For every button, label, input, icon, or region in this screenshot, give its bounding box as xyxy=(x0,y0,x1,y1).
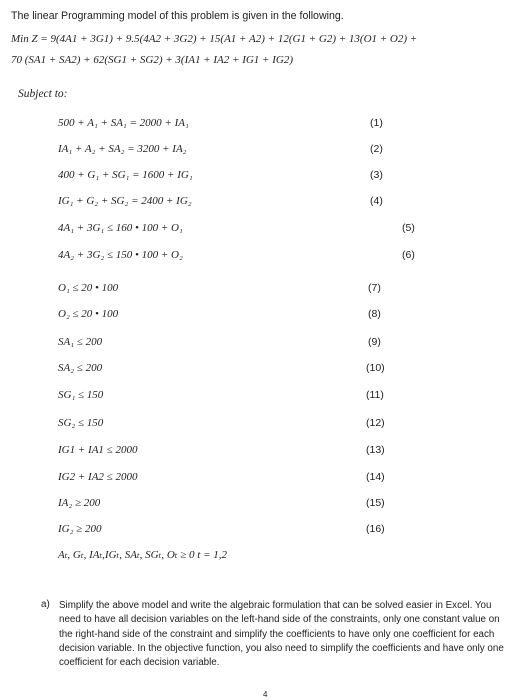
constraint-number-4: (4) xyxy=(370,195,383,207)
constraint-15: IA₂ ≥ 200 xyxy=(58,497,101,509)
constraint-10: SA₂ ≤ 200 xyxy=(58,362,103,374)
constraint-number-3: (3) xyxy=(370,169,383,181)
constraint-17: Aₜ, Gₜ, IAₜ,IGₜ, SAₜ, SGₜ, Oₜ ≥ 0 t = 1,2 xyxy=(58,549,228,561)
constraint-8: O₂ ≤ 20 • 100 xyxy=(58,308,119,320)
constraint-12: SG₂ ≤ 150 xyxy=(58,417,104,429)
constraint-number-9: (9) xyxy=(368,336,381,348)
intro-text: The linear Programming model of this problem is given in the following. xyxy=(11,10,344,22)
constraint-number-12: (12) xyxy=(366,417,385,429)
constraint-14: IG2 + IA2 ≤ 2000 xyxy=(58,471,138,483)
constraint-number-10: (10) xyxy=(366,362,385,374)
objective-line-2: 70 (SA1 + SA2) + 62(SG1 + SG2) + 3(IA1 + IA2 + IG1 + IG2) xyxy=(11,54,293,66)
constraint-number-13: (13) xyxy=(366,444,385,456)
constraint-number-6: (6) xyxy=(402,249,415,261)
constraint-16: IG₂ ≥ 200 xyxy=(58,523,102,535)
constraint-number-1: (1) xyxy=(370,117,383,129)
constraint-number-5: (5) xyxy=(402,222,415,234)
constraint-3: 400 + G₁ + SG₁ = 1600 + IG₁ xyxy=(58,169,193,181)
constraint-11: SG₁ ≤ 150 xyxy=(58,389,104,401)
constraint-13: IG1 + IA1 ≤ 2000 xyxy=(58,444,138,456)
objective-line-1: Min Z = 9(4A1 + 3G1) + 9.5(4A2 + 3G2) + 15(A1 + A2) + 12(G1 + G2) + 13(O1 + O2) + xyxy=(11,33,418,45)
constraint-number-8: (8) xyxy=(368,308,381,320)
constraint-7: O₁ ≤ 20 • 100 xyxy=(58,282,119,294)
constraint-5: 4A₁ + 3G₁ ≤ 160 • 100 + O₁ xyxy=(58,222,183,234)
constraint-number-14: (14) xyxy=(366,471,385,483)
constraint-9: SA₁ ≤ 200 xyxy=(58,336,103,348)
constraint-2: IA₁ + A₂ + SA₂ = 3200 + IA₂ xyxy=(58,143,187,155)
question-label: a) xyxy=(41,599,50,610)
constraint-number-15: (15) xyxy=(366,497,385,509)
constraint-number-7: (7) xyxy=(368,282,381,294)
subject-to-heading: Subject to: xyxy=(18,88,68,100)
constraint-number-16: (16) xyxy=(366,523,385,535)
constraint-number-2: (2) xyxy=(370,143,383,155)
constraint-6: 4A₂ + 3G₂ ≤ 150 • 100 + O₂ xyxy=(58,249,183,261)
page-number: 4 xyxy=(263,690,268,699)
question-text: Simplify the above model and write the algebraic formulation that can be solved easier in Excel. You need to have all decision variables on the left-hand side of the constraints, only one constant value on the right-hand side of the constraint and simplify the coefficients to have only one coefficient for each decision variable. In the objective function, you also need to simplify the coefficients and have only one coefficient for each decision variable. xyxy=(59,600,504,669)
constraint-4: IG₁ + G₂ + SG₂ = 2400 + IG₂ xyxy=(58,195,192,207)
constraint-1: 500 + A₁ + SA₁ = 2000 + IA₁ xyxy=(58,117,189,129)
constraint-number-11: (11) xyxy=(366,389,384,401)
